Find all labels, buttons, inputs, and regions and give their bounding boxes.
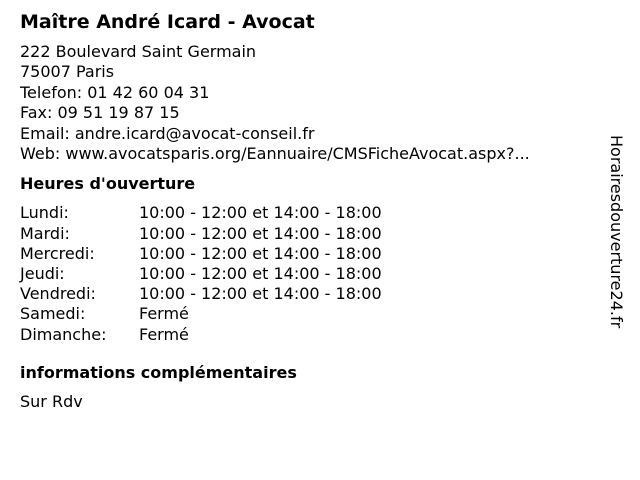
info-heading: informations complémentaires <box>20 362 297 382</box>
time-value: 10:00 - 12:00 et 14:00 - 18:00 <box>139 264 382 283</box>
info-text: Sur Rdv <box>20 391 83 411</box>
time-value: 10:00 - 12:00 et 14:00 - 18:00 <box>139 203 382 223</box>
day-label: Mercredi: <box>20 243 95 263</box>
day-label: Dimanche: <box>20 324 107 344</box>
email-line: Email: andre.icard@avocat-conseil.fr <box>20 123 315 143</box>
day-label: Jeudi: <box>20 264 65 283</box>
hours-row-saturday <box>20 304 610 324</box>
watermark-text: Horairesdouverture24.fr <box>607 135 626 329</box>
page-title: Maître André Icard - Avocat <box>20 11 315 33</box>
hours-row-thursday <box>20 264 610 284</box>
time-value: 10:00 - 12:00 et 14:00 - 18:00 <box>139 223 382 243</box>
hours-row-tuesday <box>20 224 610 244</box>
hours-row-sunday <box>20 325 610 345</box>
contact-block <box>20 42 610 164</box>
phone-line: Telefon: 01 42 60 04 31 <box>20 82 210 102</box>
fax-line: Fax: 09 51 19 87 15 <box>20 103 180 123</box>
hours-table <box>20 203 610 344</box>
web-line: Web: www.avocatsparis.org/Eannuaire/CMSFicheAvocat.aspx?... <box>20 144 530 164</box>
time-value: Fermé <box>139 304 189 324</box>
hours-row-monday <box>20 203 610 223</box>
hours-row-wednesday <box>20 244 610 264</box>
day-label: Vendredi: <box>20 284 96 304</box>
day-label: Mardi: <box>20 223 70 243</box>
hours-row-friday <box>20 284 610 304</box>
time-value: 10:00 - 12:00 et 14:00 - 18:00 <box>139 284 382 304</box>
time-value: 10:00 - 12:00 et 14:00 - 18:00 <box>139 243 382 263</box>
business-card <box>20 10 610 412</box>
address-city: 75007 Paris <box>20 62 115 82</box>
day-label: Samedi: <box>20 304 86 324</box>
address-street: 222 Boulevard Saint Germain <box>20 42 257 61</box>
hours-heading: Heures d'ouverture <box>20 174 196 194</box>
day-label: Lundi: <box>20 203 69 223</box>
time-value: Fermé <box>139 324 189 344</box>
